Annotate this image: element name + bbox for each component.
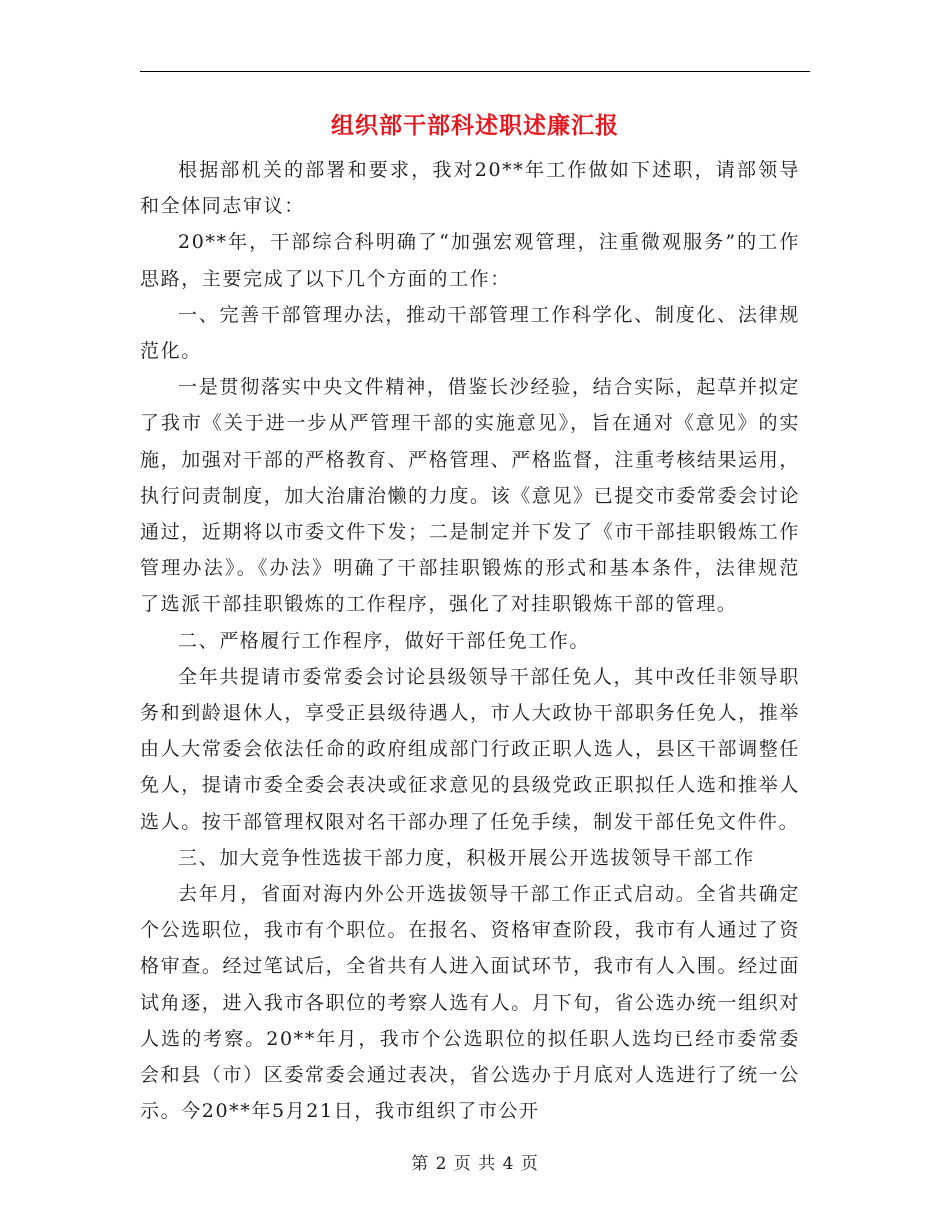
- paragraph-section-1: 一是贯彻落实中央文件精神，借鉴长沙经验，结合实际，起草并拟定了我市《关于进一步从严管理干部的实施意见》，旨在通对《意见》的实施，加强对干部的严格教育、严格管理、严格监督，注重考核结果运用，执行问责制度，加大治庸治懒的力度。该《意见》已提交市委常委会讨论通过，近期将以市委文件下发；二是制定并下发了《市干部挂职锻炼工作管理办法》。《办法》明确了干部挂职锻炼的形式和基本条件，法律规范了选派干部挂职锻炼的工作程序，强化了对挂职锻炼干部的管理。: [140, 376, 800, 616]
- paragraph-section-3: 去年月，省面对海内外公开选拔领导干部工作正式启动。全省共确定个公选职位，我市有个职位。在报名、资格审查阶段，我市有人通过了资格审查。经过笔试后，全省共有人进入面试环节，我市有人入围。经过面试角逐，进入我市各职位的考察人选有人。月下旬，省公选办统一组织对人选的考察。20**年月，我市个公选职位的拟任职人选均已经市委常委会和县（市）区委常委会通过表决，省公选办于月底对人选进行了统一公示。今20**年5月21日，我市组织了市公开: [140, 883, 800, 1123]
- page-number-label: 第 2 页 共 4 页: [411, 1154, 539, 1174]
- document-title: 组织部干部科述职述廉汇报: [331, 112, 619, 139]
- paragraph-section-2: 全年共提请市委常委会讨论县级领导干部任免人，其中改任非领导职务和到龄退休人，享受正县级待遇人，市人大政协干部职务任免人，推举由人大常委会依法任命的政府组成部门行政正职人选人，县区干部调整任免人，提请市委全委会表决或征求意见的县级党政正职拟任人选和推举人选人。按干部管理权限对名干部办理了任免手续，制发干部任免文件件。: [140, 665, 800, 833]
- section-heading-2: 二、严格履行工作程序，做好干部任免工作。: [178, 629, 591, 652]
- paragraph-work-overview: 20**年，干部综合科明确了“加强宏观管理，注重微观服务”的工作思路，主要完成了以下几个方面的工作：: [140, 231, 800, 290]
- paragraph-intro: 根据部机关的部署和要求，我对20**年工作做如下述职，请部领导和全体同志审议：: [140, 159, 800, 218]
- document-body: [140, 152, 800, 1129]
- header-rule: [140, 71, 810, 72]
- section-heading-1: 一、完善干部管理办法，推动干部管理工作科学化、制度化、法律规范化。: [140, 303, 800, 363]
- page-footer: [0, 1152, 950, 1176]
- section-heading-3: 三、加大竞争性选拔干部力度，积极开展公开选拔领导干部工作: [178, 846, 755, 869]
